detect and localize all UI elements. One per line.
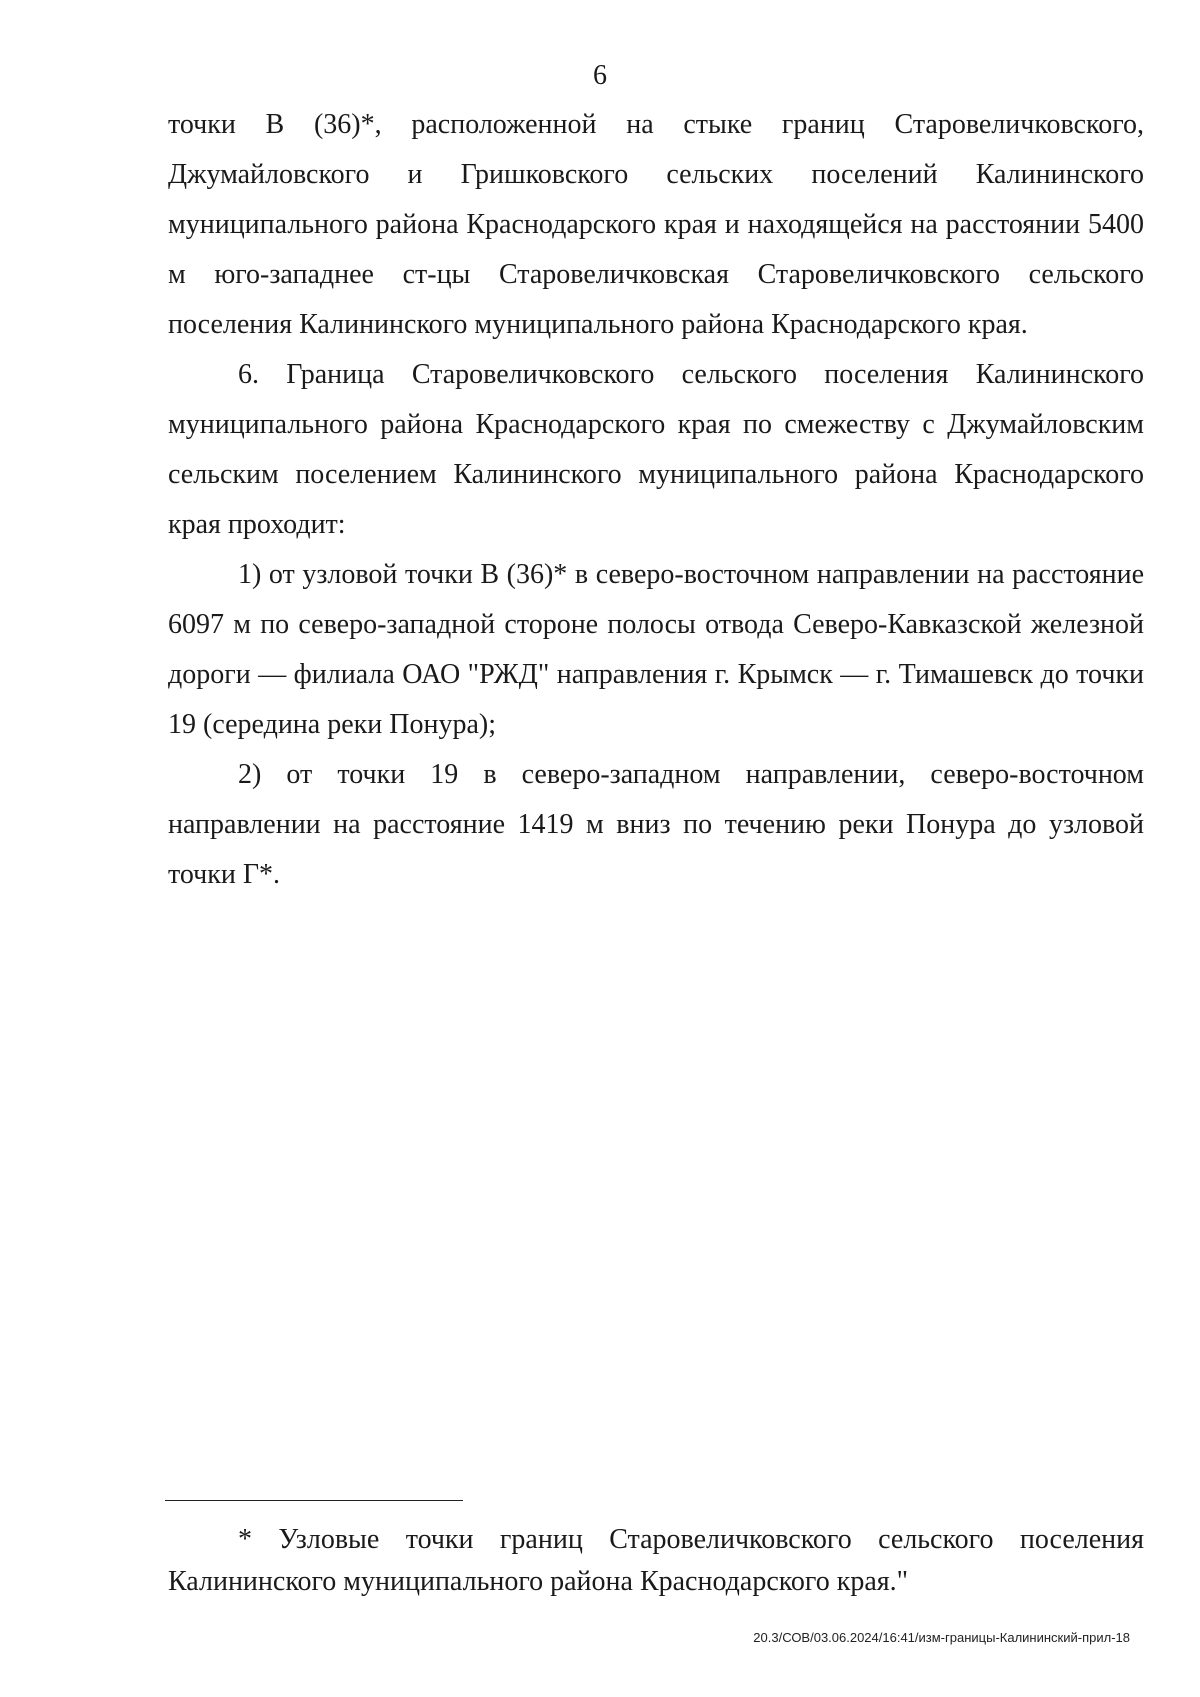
document-code: 20.3/СОВ/03.06.2024/16:41/изм-границы-Калининский-прил-18 <box>753 1630 1130 1645</box>
paragraph-continuation: точки В (36)*, расположенной на стыке границ Старовеличковского, Джумайловского и Гришковского сельских поселений Калининского муниципального района Краснодарского края и находящейся на расстоянии 5400 м юго-западнее ст-цы Старовеличковская Старовеличковского сельского поселения Калининского муниципального района Краснодарского края. <box>168 109 1144 340</box>
document-body <box>168 100 1144 900</box>
paragraph-section-6: 6. Граница Старовеличковского сельского поселения Калининского муниципального района Краснодарского края по смежеству с Джумайловским сельским поселением Калининского муниципального района Краснодарского края проходит: <box>168 359 1144 540</box>
paragraph-item-1: 1) от узловой точки В (36)* в северо-восточном направлении на расстояние 6097 м по северо-западной стороне полосы отвода Северо-Кавказской железной дороги — филиала ОАО "РЖД" направления г. Крымск — г. Тимашевск до точки 19 (середина реки Понура); <box>168 559 1144 740</box>
footnote-text: * Узловые точки границ Старовеличковского сельского поселения Калининского муниципального района Краснодарского края." <box>168 1524 1144 1597</box>
footnote-divider <box>165 1500 463 1501</box>
paragraph-item-2: 2) от точки 19 в северо-западном направлении, северо-восточном направлении на расстояние 1419 м вниз по течению реки Понура до узловой точки Г*. <box>168 759 1144 890</box>
footnote <box>168 1519 1144 1603</box>
page-number: 6 <box>593 60 607 91</box>
